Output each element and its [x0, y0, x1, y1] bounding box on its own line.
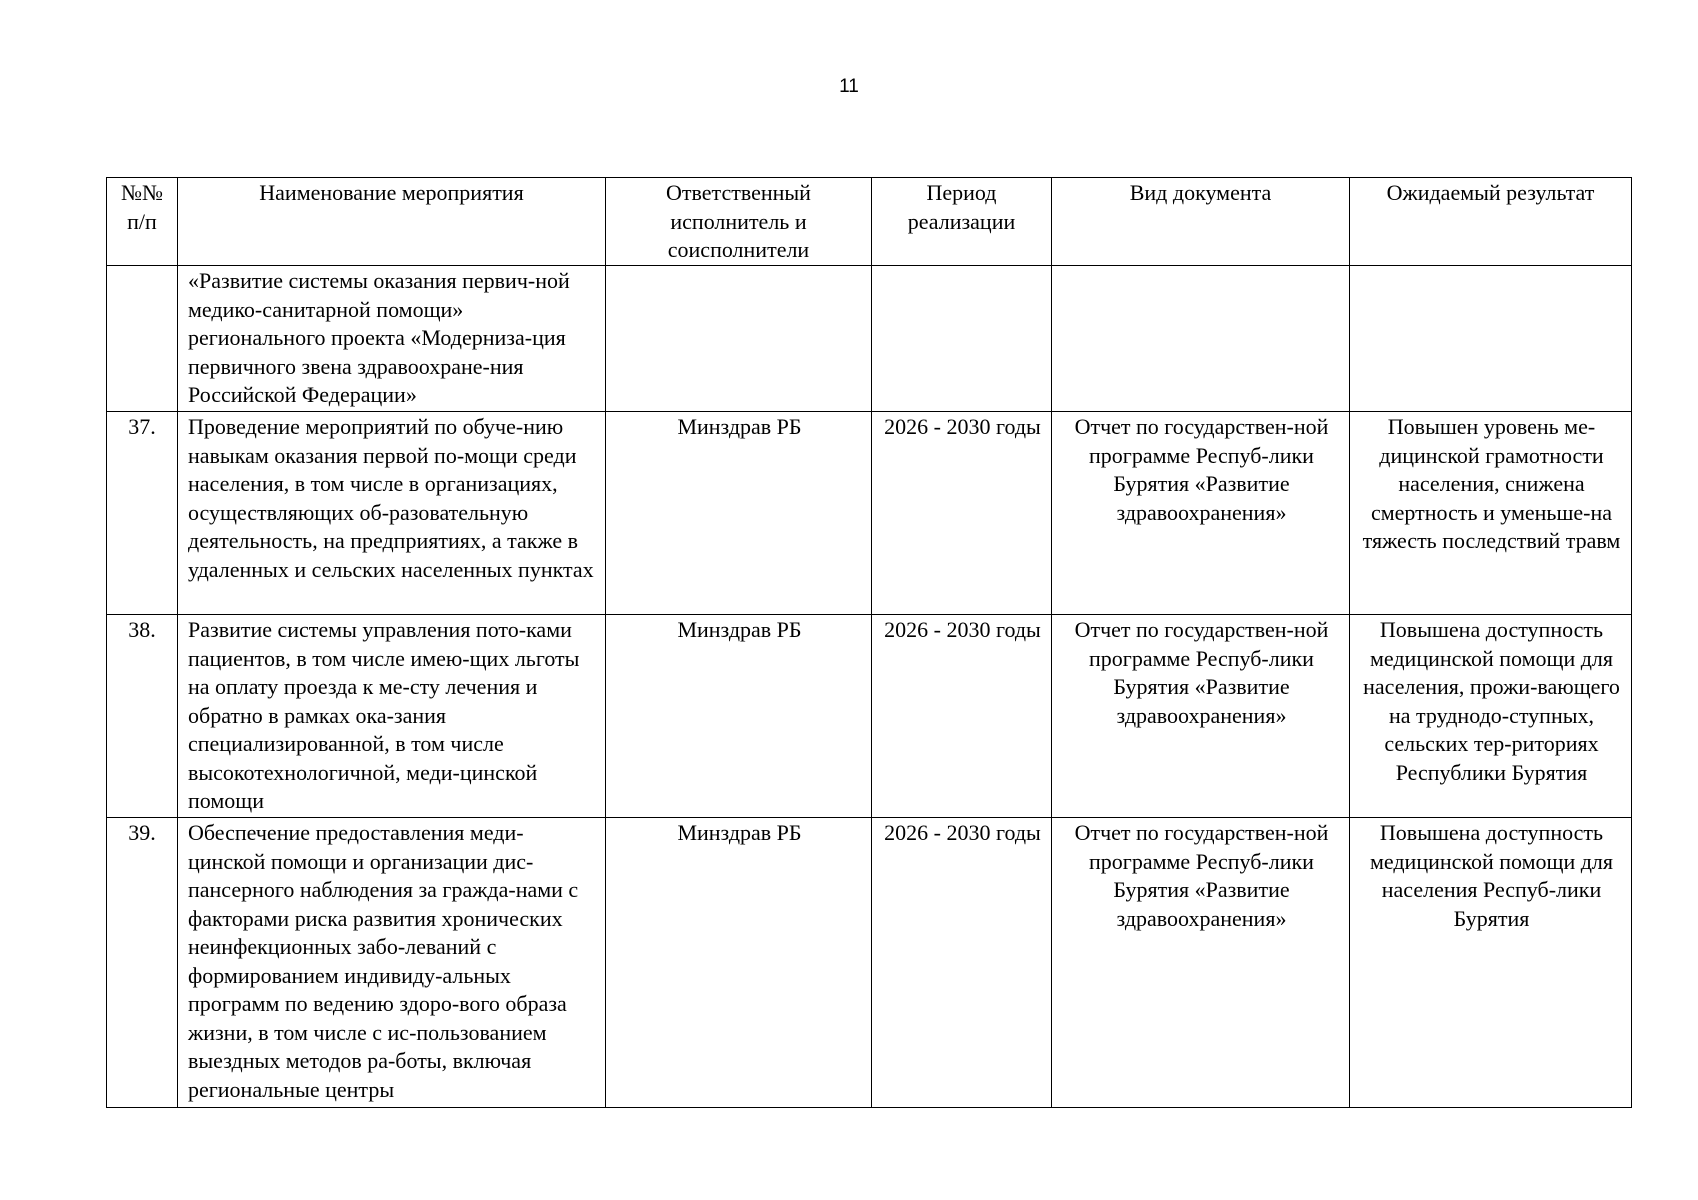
cell-activity-name: «Развитие системы оказания первич-ной медико-санитарной помощи» регионального проекта «Модерниза-ция первичного звена здравоохране-ния Российской Федерации»: [178, 266, 606, 412]
cell-number: 39.: [107, 818, 178, 1108]
cell-period: 2026 - 2030 годы: [872, 412, 1052, 615]
cell-document-type: Отчет по государствен-ной программе Респуб-лики Бурятия «Развитие здравоохранения»: [1052, 818, 1350, 1108]
cell-period: [872, 266, 1052, 412]
cell-document-type: Отчет по государствен-ной программе Респуб-лики Бурятия «Развитие здравоохранения»: [1052, 412, 1350, 615]
cell-document-type: [1052, 266, 1350, 412]
page-number: 11: [839, 76, 859, 97]
header-executor: Ответственный исполнитель и соисполнители: [606, 178, 872, 266]
cell-executor: Минздрав РБ: [606, 818, 872, 1108]
cell-expected-result: Повышен уровень ме-дицинской грамотности населения, снижена смертность и уменьше-на тяжесть последствий травм: [1350, 412, 1632, 615]
cell-number: 38.: [107, 615, 178, 818]
cell-executor: Минздрав РБ: [606, 615, 872, 818]
cell-expected-result: [1350, 266, 1632, 412]
header-activity-name: Наименование мероприятия: [178, 178, 606, 266]
cell-document-type: Отчет по государствен-ной программе Респуб-лики Бурятия «Развитие здравоохранения»: [1052, 615, 1350, 818]
header-number: №№ п/п: [107, 178, 178, 266]
table-row-continuation: [107, 266, 1632, 412]
table-row-39: [107, 818, 1632, 1108]
cell-executor: Минздрав РБ: [606, 412, 872, 615]
cell-number: 37.: [107, 412, 178, 615]
header-document-type: Вид документа: [1052, 178, 1350, 266]
table-header-row: [107, 178, 1632, 266]
cell-activity-name: Обеспечение предоставления меди-цинской помощи и организации дис-пансерного наблюдения за гражда-нами с факторами риска развития хронических неинфекционных забо-леваний с формированием индивиду-альных программ по ведению здоро-вого образа жизни, в том числе с ис-пользованием выездных методов ра-боты, включая региональные центры: [178, 818, 606, 1108]
cell-activity-name: Проведение мероприятий по обуче-нию навыкам оказания первой по-мощи среди населения, в том числе в организациях, осуществляющих об-разовательную деятельность, на предприятиях, а также в удаленных и сельских населенных пунктах: [178, 412, 606, 615]
cell-expected-result: Повышена доступность медицинской помощи для населения, прожи-вающего на труднодо-ступных, сельских тер-риториях Республики Бурятия: [1350, 615, 1632, 818]
table-row-38: [107, 615, 1632, 818]
activities-table: [106, 177, 1632, 1108]
cell-executor: [606, 266, 872, 412]
cell-period: 2026 - 2030 годы: [872, 818, 1052, 1108]
table-row-37: [107, 412, 1632, 615]
cell-number: [107, 266, 178, 412]
header-period: Период реализации: [872, 178, 1052, 266]
header-expected-result: Ожидаемый результат: [1350, 178, 1632, 266]
cell-expected-result: Повышена доступность медицинской помощи для населения Респуб-лики Бурятия: [1350, 818, 1632, 1108]
cell-activity-name: Развитие системы управления пото-ками пациентов, в том числе имею-щих льготы на оплату проезда к ме-сту лечения и обратно в рамках ока-зания специализированной, в том числе высокотехнологичной, меди-цинской помощи: [178, 615, 606, 818]
cell-period: 2026 - 2030 годы: [872, 615, 1052, 818]
